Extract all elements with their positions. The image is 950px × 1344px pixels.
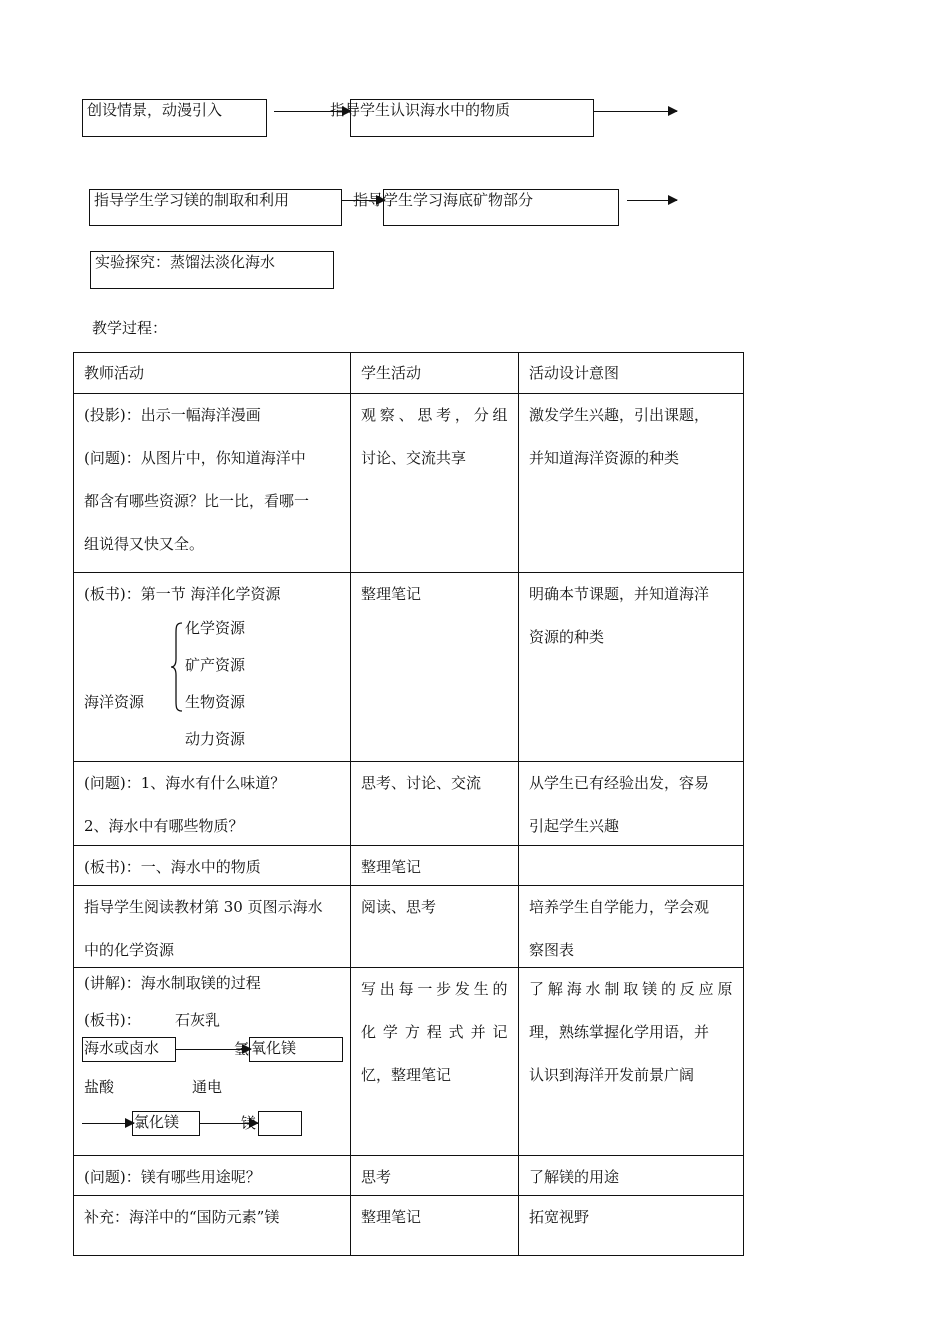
flow-box-minerals [353, 189, 619, 226]
student-line: 写出每一步发生的 [361, 980, 508, 998]
header-student: 学生活动 [361, 364, 422, 382]
flow-box-minerals-label: 指导学生学习海底矿物部分 [353, 191, 534, 209]
table-row [74, 1196, 744, 1256]
teacher-line: (投影)：出示一幅海洋漫画 [84, 406, 261, 424]
teacher-line: (问题)：1、海水有什么味道？ [84, 774, 286, 792]
table-header-row [74, 353, 744, 394]
intent-line: 理，熟练掌握化学用语，并 [529, 1023, 710, 1041]
flow-box-experiment [90, 251, 334, 289]
hydroxide-box [249, 1037, 343, 1062]
seawater-box [82, 1037, 176, 1062]
magnesium-box [258, 1111, 302, 1136]
reagent-electrolysis: 通电 [192, 1078, 223, 1096]
student-line: 思考 [361, 1168, 392, 1186]
intent-line: 察图表 [529, 941, 575, 959]
student-line: 化学方程式并记 [361, 1023, 508, 1041]
intent-line: 引起学生兴趣 [529, 817, 620, 835]
intent-line: 激发学生兴趣，引出课题， [529, 406, 710, 424]
flow-box-seawater-label: 指导学生认识海水中的物质 [330, 101, 511, 119]
intent-line: 并知道海洋资源的种类 [529, 449, 680, 467]
table-row [74, 762, 744, 846]
student-line: 整理笔记 [361, 1208, 422, 1226]
intent-line: 资源的种类 [529, 628, 605, 646]
intermediate-char: 氢 [234, 1040, 250, 1058]
student-line: 整理笔记 [361, 858, 422, 876]
table-row [74, 1156, 744, 1196]
intent-line: 拓宽视野 [529, 1208, 590, 1226]
teacher-line: 中的化学资源 [84, 941, 175, 959]
intent-line: 了解镁的用途 [529, 1168, 620, 1186]
curly-brace-icon [170, 621, 184, 713]
teacher-line: 补充：海洋中的“国防元素”镁 [84, 1208, 280, 1226]
hydroxide-label: 氧化镁 [251, 1039, 297, 1057]
teacher-line: 都含有哪些资源？比一比，看哪一 [84, 492, 310, 510]
student-line: 整理笔记 [361, 585, 422, 603]
resources-label: 海洋资源 [84, 693, 145, 711]
intent-line: 从学生已有经验出发，容易 [529, 774, 710, 792]
teacher-line: 2、海水中有哪些物质？ [84, 817, 244, 835]
resource-item: 动力资源 [185, 730, 246, 748]
intent-line: 培养学生自学能力，学会观 [529, 898, 710, 916]
student-line: 观察、思考，分组 [361, 406, 508, 424]
table-row [74, 846, 744, 886]
explain-line: (讲解)：海水制取镁的过程 [84, 974, 261, 992]
board-title: (板书)：第一节 海洋化学资源 [84, 585, 281, 603]
flow-box-magnesium [89, 189, 342, 226]
table-row [74, 886, 744, 968]
flow-box-seawater [330, 99, 594, 137]
header-intent: 活动设计意图 [529, 364, 620, 382]
student-line: 阅读、思考 [361, 898, 437, 916]
flow-box-intro [82, 99, 267, 137]
table-row [74, 394, 744, 573]
intent-line: 认识到海洋开发前景广阔 [529, 1066, 695, 1084]
product-char: 镁 [241, 1114, 257, 1132]
teacher-line: (问题)：从图片中，你知道海洋中 [84, 449, 306, 467]
teacher-line: 组说得又快又全。 [84, 535, 205, 553]
header-teacher: 教师活动 [84, 364, 145, 382]
flow-box-intro-label: 创设情景，动漫引入 [87, 101, 223, 119]
student-line: 思考、讨论、交流 [361, 774, 482, 792]
flow-arrow-4 [627, 200, 677, 201]
teacher-line: (问题)：镁有哪些用途呢？ [84, 1168, 261, 1186]
seawater-label: 海水或卤水 [84, 1039, 160, 1057]
student-line: 忆，整理笔记 [361, 1066, 452, 1084]
flow-box-magnesium-label: 指导学生学习镁的制取和利用 [94, 191, 290, 209]
teaching-process-table [73, 352, 744, 1256]
teacher-line: (板书)：一、海水中的物质 [84, 858, 261, 876]
resource-item: 矿产资源 [185, 656, 246, 674]
resource-item: 化学资源 [185, 619, 246, 637]
table-row [74, 573, 744, 762]
chloride-box [132, 1111, 200, 1136]
intent-line: 了解海水制取镁的反应原 [529, 980, 733, 998]
table-row [74, 968, 744, 1156]
reagent-lime-milk: 石灰乳 [175, 1011, 221, 1029]
flow-box-experiment-label: 实验探究：蒸馏法淡化海水 [95, 253, 276, 271]
student-line: 讨论、交流共享 [361, 449, 467, 467]
reagent-hydrochloric-acid: 盐酸 [84, 1078, 115, 1096]
process-arrow-2 [82, 1123, 134, 1124]
board-line: (板书)： [84, 1011, 141, 1029]
intent-line: 明确本节课题，并知道海洋 [529, 585, 710, 603]
teacher-line: 指导学生阅读教材第 30 页图示海水 [84, 898, 323, 916]
resource-item: 生物资源 [185, 693, 246, 711]
section-title: 教学过程： [92, 319, 168, 337]
flow-arrow-2 [594, 111, 677, 112]
chloride-label: 氯化镁 [134, 1113, 180, 1131]
